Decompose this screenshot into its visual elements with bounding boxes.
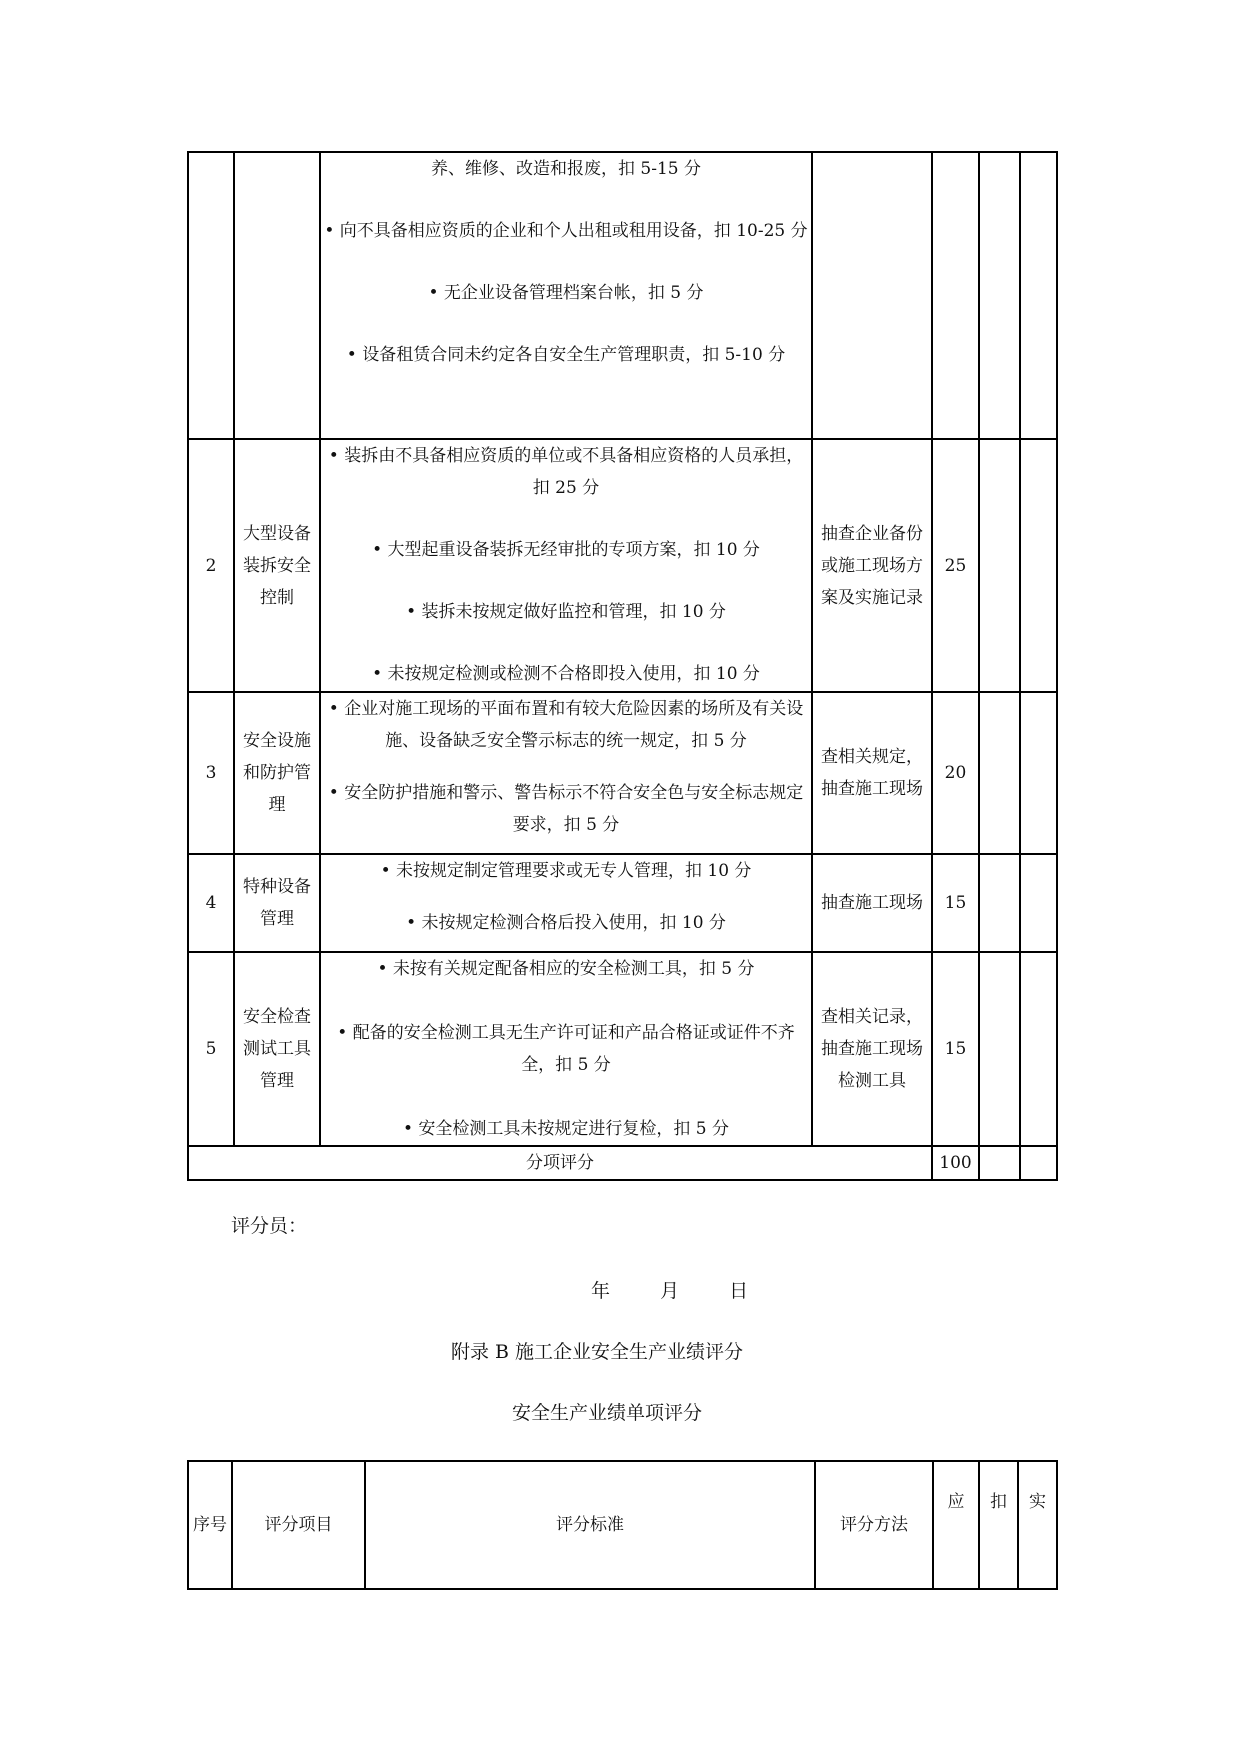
subtotal-actual — [1020, 1146, 1057, 1180]
row-item: 安全检查测试工具管理 — [234, 952, 320, 1146]
row-item: 大型设备装拆安全控制 — [234, 439, 320, 692]
row-criteria — [320, 439, 812, 692]
criterion: • 安全检测工具未按规定进行复检，扣 5 分 — [402, 1119, 730, 1139]
subtotal-row — [188, 1146, 1057, 1180]
row-actual — [1020, 854, 1057, 952]
date-line — [591, 1276, 748, 1303]
date-day: 日 — [729, 1280, 749, 1302]
subtitle: 安全生产业绩单项评分 — [512, 1402, 703, 1424]
row-method: 抽查施工现场 — [812, 854, 932, 952]
row-number: 3 — [188, 692, 234, 854]
row-score: 15 — [932, 854, 979, 952]
rater-label: 评分员： — [231, 1215, 308, 1237]
row-score — [932, 152, 979, 439]
criterion: • 未按规定制定管理要求或无专人管理，扣 10 分 — [380, 861, 752, 881]
row-number: 5 — [188, 952, 234, 1146]
row-method: 抽查企业备份或施工现场方案及实施记录 — [812, 439, 932, 692]
subtotal-score: 100 — [932, 1146, 979, 1180]
row-score: 15 — [932, 952, 979, 1146]
header-actual: 实 — [1018, 1461, 1057, 1589]
scoring-table-continued — [187, 151, 1058, 1181]
header-criteria: 评分标准 — [365, 1461, 815, 1589]
row-criteria — [320, 152, 812, 439]
date-month: 月 — [660, 1280, 680, 1302]
table-row — [188, 854, 1057, 952]
date-year: 年 — [591, 1280, 611, 1302]
criterion: • 未按规定检测合格后投入使用，扣 10 分 — [406, 913, 726, 933]
row-item: 特种设备管理 — [234, 854, 320, 952]
row-number — [188, 152, 234, 439]
criterion: • 装拆由不具备相应资质的单位或不具备相应资格的人员承担，扣 25 分 — [328, 446, 804, 498]
criterion: 养、维修、改造和报废，扣 5-15 分 — [431, 159, 701, 179]
criterion: • 安全防护措施和警示、警告标示不符合安全色与安全标志规定要求，扣 5 分 — [328, 783, 804, 835]
header-should: 应 — [933, 1461, 979, 1589]
table-header-row — [188, 1461, 1057, 1589]
row-actual — [1020, 952, 1057, 1146]
header-deduct: 扣 — [979, 1461, 1018, 1589]
header-method: 评分方法 — [815, 1461, 933, 1589]
row-deduct — [979, 152, 1020, 439]
row-item — [234, 152, 320, 439]
criterion: • 装拆未按规定做好监控和管理，扣 10 分 — [406, 602, 726, 622]
row-deduct — [979, 692, 1020, 854]
row-number: 4 — [188, 854, 234, 952]
criterion: • 配备的安全检测工具无生产许可证和产品合格证或证件不齐全，扣 5 分 — [337, 1023, 795, 1075]
criterion: • 设备租赁合同未约定各自安全生产管理职责，扣 5-10 分 — [346, 345, 786, 365]
table-row — [188, 952, 1057, 1146]
row-score: 25 — [932, 439, 979, 692]
subtotal-deduct — [979, 1146, 1020, 1180]
criterion: • 未按规定检测或检测不合格即投入使用，扣 10 分 — [372, 664, 760, 684]
criterion: • 企业对施工现场的平面布置和有较大危险因素的场所及有关设施、设备缺乏安全警示标志的统一规定，扣 5 分 — [328, 699, 804, 751]
row-deduct — [979, 854, 1020, 952]
row-actual — [1020, 152, 1057, 439]
criterion: • 未按有关规定配备相应的安全检测工具，扣 5 分 — [377, 959, 755, 979]
subtotal-label: 分项评分 — [188, 1146, 932, 1180]
row-method: 查相关记录，抽查施工现场检测工具 — [812, 952, 932, 1146]
table-row — [188, 439, 1057, 692]
row-criteria — [320, 692, 812, 854]
header-item: 评分项目 — [232, 1461, 365, 1589]
row-deduct — [979, 439, 1020, 692]
row-actual — [1020, 692, 1057, 854]
row-criteria — [320, 952, 812, 1146]
row-number: 2 — [188, 439, 234, 692]
row-method: 查相关规定，抽查施工现场 — [812, 692, 932, 854]
row-actual — [1020, 439, 1057, 692]
row-criteria — [320, 854, 812, 952]
appendix-title: 附录 B 施工企业安全生产业绩评分 — [451, 1341, 744, 1363]
row-item: 安全设施和防护管理 — [234, 692, 320, 854]
header-no: 序号 — [188, 1461, 232, 1589]
performance-scoring-table — [187, 1460, 1058, 1590]
table-row — [188, 152, 1057, 439]
row-method — [812, 152, 932, 439]
row-deduct — [979, 952, 1020, 1146]
criterion: • 向不具备相应资质的企业和个人出租或租用设备，扣 10-25 分 — [324, 221, 808, 241]
criterion: • 大型起重设备装拆无经审批的专项方案，扣 10 分 — [372, 540, 760, 560]
criterion: • 无企业设备管理档案台帐，扣 5 分 — [428, 283, 704, 303]
table-row — [188, 692, 1057, 854]
row-score: 20 — [932, 692, 979, 854]
